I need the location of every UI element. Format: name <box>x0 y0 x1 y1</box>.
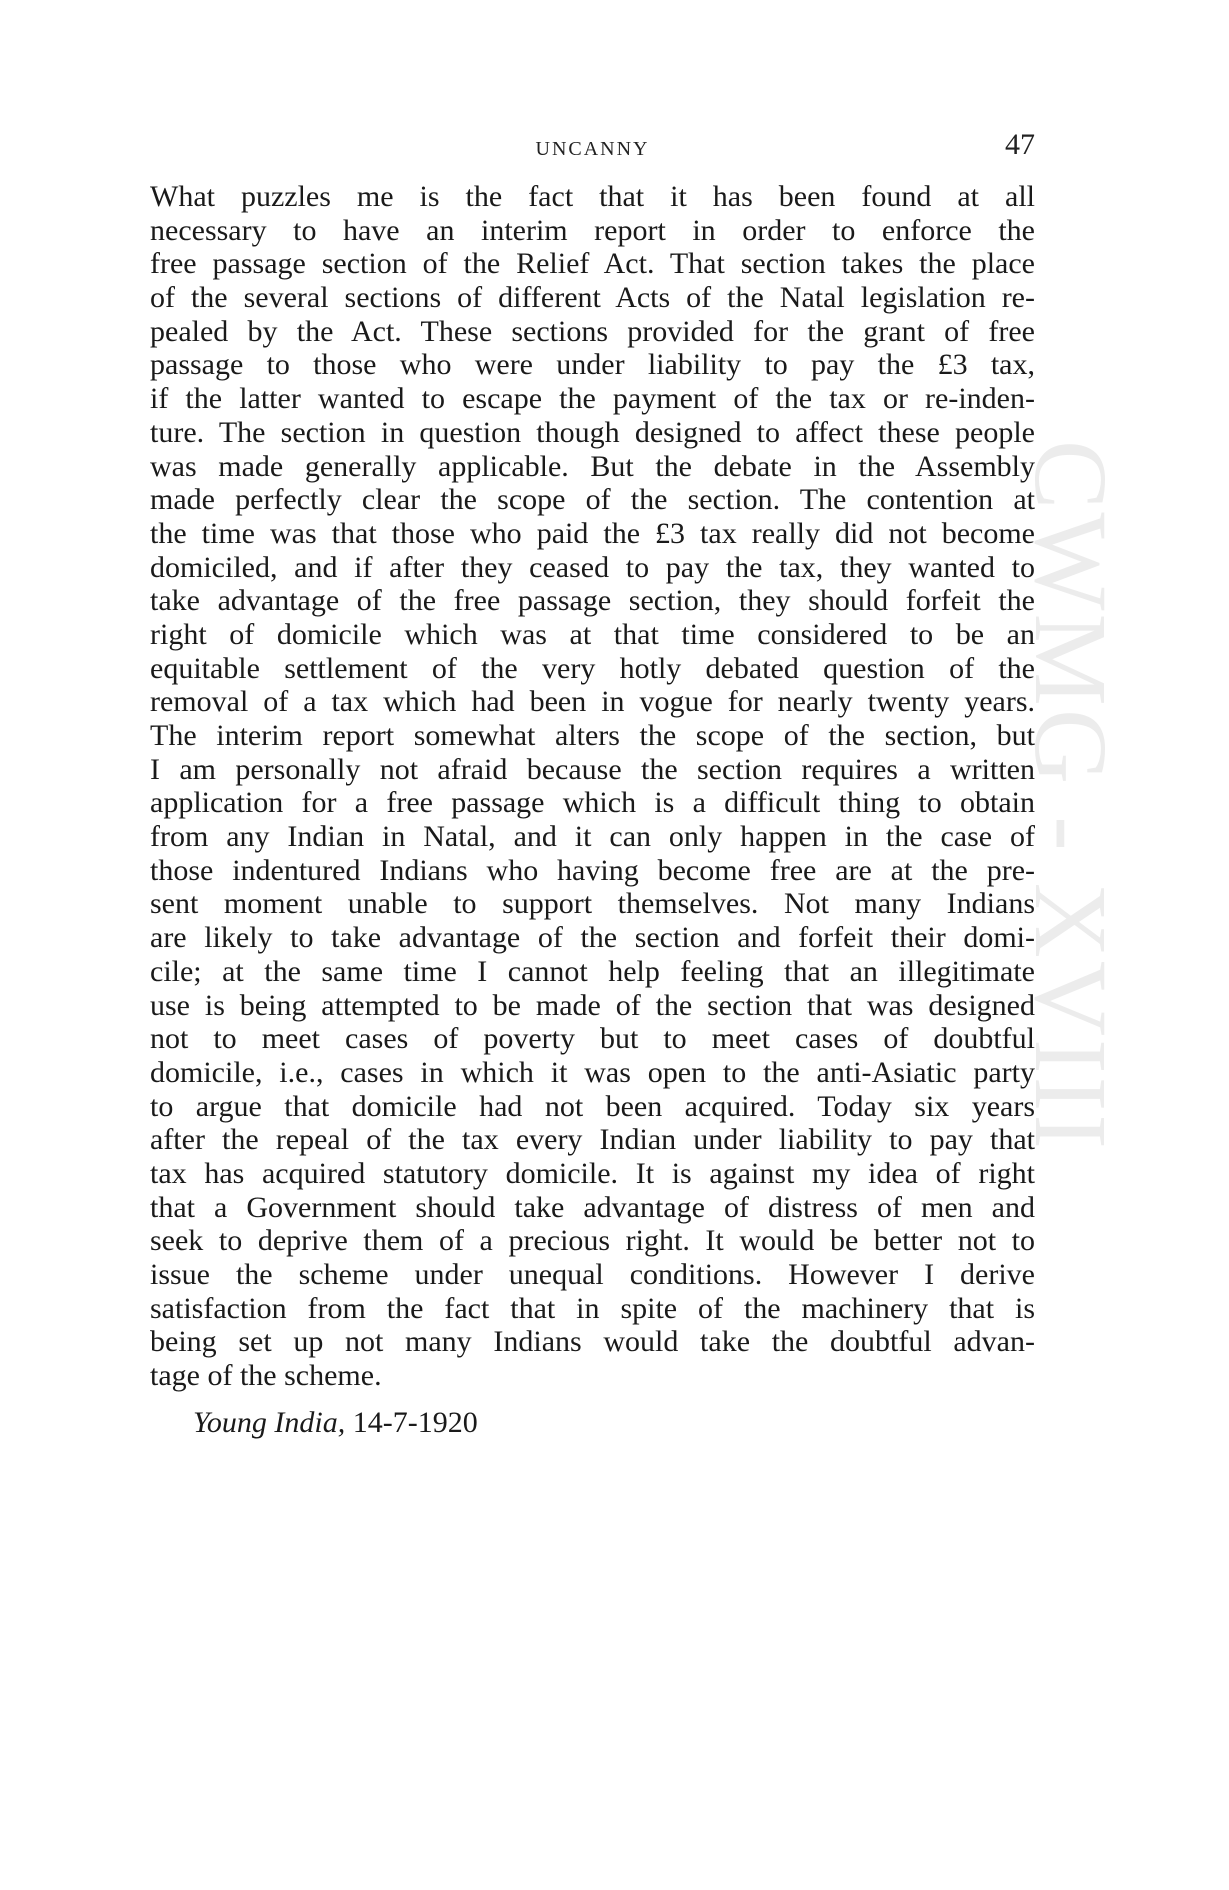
text-line: The interim report somewhat alters the scope of the section, but <box>150 719 1035 752</box>
text-line: take advantage of the free passage section, they should forfeit the <box>150 584 1035 618</box>
text-line: after the repeal of the tax every Indian under liability to pay that <box>150 1123 1035 1157</box>
text-line: application for a free passage which is a difficult thing to obtain <box>150 786 1035 820</box>
text-line: domiciled, and if after they ceased to pay the tax, they wanted to <box>150 550 1035 584</box>
source-citation <box>193 1406 478 1440</box>
text-line: tage of the scheme. <box>150 1359 382 1393</box>
text-line: not to meet cases of poverty but to meet cases of doubtful <box>150 1022 1035 1056</box>
text-line: necessary to have an interim report in order to enforce the <box>150 213 1035 247</box>
source-date: 14-7-1920 <box>352 1406 478 1439</box>
text-line: domicile, i.e., cases in which it was open to the anti-Asiatic party <box>150 1055 1035 1089</box>
text-line: issue the scheme under unequal conditions. However I derive <box>150 1258 1035 1291</box>
text-line: I am personally not afraid because the section requires a written <box>150 752 1035 786</box>
text-line: pealed by the Act. These sections provided for the grant of free <box>150 314 1035 348</box>
text-line: being set up not many Indians would take the doubtful advan- <box>150 1325 1035 1359</box>
text-line: right of domicile which was at that time considered to be an <box>150 617 1035 651</box>
text-line: use is being attempted to be made of the section that was designed <box>150 988 1035 1022</box>
text-line: tax has acquired statutory domicile. It is against my idea of right <box>150 1156 1035 1190</box>
text-line: seek to deprive them of a precious right. It would be better not to <box>150 1224 1035 1258</box>
watermark-text: CWMG - XVIII <box>1013 440 1128 1152</box>
source-journal: Young India, <box>193 1406 346 1439</box>
text-line: from any Indian in Natal, and it can only happen in the case of <box>150 820 1035 854</box>
text-line: What puzzles me is the fact that it has been found at all <box>150 180 1035 213</box>
text-line: ture. The section in question though designed to affect these people <box>150 415 1035 449</box>
text-line: those indentured Indians who having become free are at the pre- <box>150 853 1035 887</box>
text-line: removal of a tax which had been in vogue for nearly twenty years. <box>150 685 1035 719</box>
text-line: of the several sections of different Acts of the Natal legislation re- <box>150 281 1035 315</box>
running-title: UNCANNY <box>535 138 650 160</box>
running-head <box>150 128 1035 168</box>
text-line: equitable settlement of the very hotly debated question of the <box>150 651 1035 685</box>
text-line: passage to those who were under liability to pay the £3 tax, <box>150 348 1035 382</box>
text-line: satisfaction from the fact that in spite of the machinery that is <box>150 1291 1035 1325</box>
text-line: free passage section of the Relief Act. That section takes the place <box>150 247 1035 281</box>
watermark <box>1013 440 1128 1442</box>
text-line: sent moment unable to support themselves. Not many Indians <box>150 887 1035 921</box>
text-line: that a Government should take advantage of distress of men and <box>150 1190 1035 1224</box>
text-line: made perfectly clear the scope of the section. The contention at <box>150 483 1035 517</box>
text-line: was made generally applicable. But the debate in the Assembly <box>150 449 1035 483</box>
page-number: 47 <box>1005 128 1035 161</box>
text-line: if the latter wanted to escape the payment of the tax or re-inden- <box>150 382 1035 416</box>
text-line: cile; at the same time I cannot help feeling that an illegitimate <box>150 954 1035 988</box>
body-paragraph <box>150 180 1035 1393</box>
text-line: the time was that those who paid the £3 tax really did not become <box>150 516 1035 550</box>
text-line: to argue that domicile had not been acquired. Today six years <box>150 1089 1035 1123</box>
text-line: are likely to take advantage of the section and forfeit their domi- <box>150 921 1035 955</box>
